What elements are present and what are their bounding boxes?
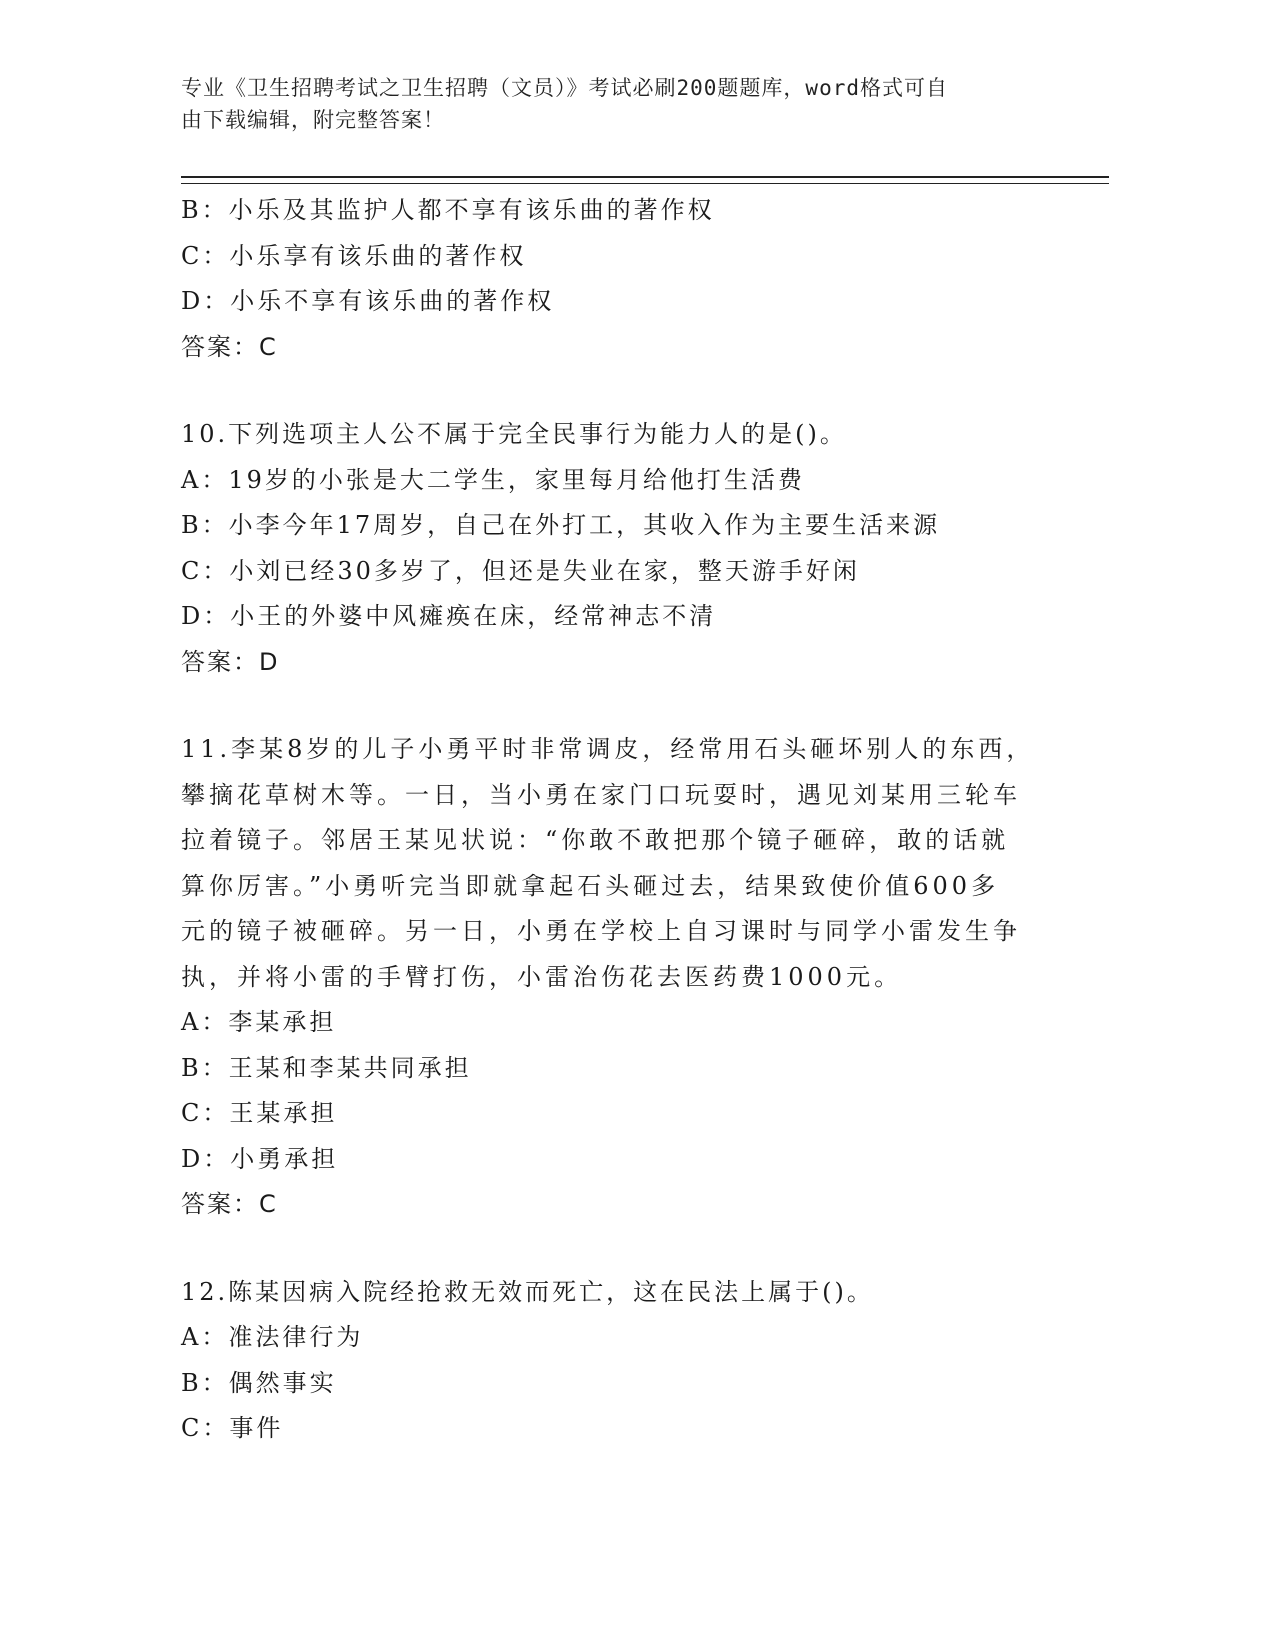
- option-b: B：偶然事实: [181, 1368, 337, 1397]
- answer-line: 答案：C: [181, 332, 278, 361]
- answer-line: 答案：C: [181, 1190, 278, 1218]
- header-line-2: 由下载编辑，附完整答案！: [181, 108, 445, 132]
- stem-line: 算你厉害。”小勇听完当即就拿起石头砸过去，结果致使价值600多: [181, 871, 1000, 900]
- stem-line: 攀摘花草树木等。一日，当小勇在家门口玩耍时，遇见刘某用三轮车: [181, 780, 1021, 809]
- stem-line: 执，并将小雷的手臂打伤，小雷治伤花去医药费1000元。: [181, 962, 903, 991]
- option-d: D：小王的外婆中风瘫痪在床，经常神志不清: [181, 602, 717, 630]
- option-a: A：李某承担: [181, 1008, 337, 1036]
- option-a: A：准法律行为: [181, 1323, 364, 1351]
- document-header: [181, 72, 1041, 136]
- header-divider: [181, 176, 1109, 184]
- option-b: B：王某和李某共同承担: [181, 1053, 472, 1082]
- option-c: C：小乐享有该乐曲的著作权: [181, 241, 527, 270]
- option-a: A：19岁的小张是大二学生，家里每月给他打生活费: [181, 465, 805, 494]
- header-line-1: 专业《卫生招聘考试之卫生招聘（文员）》考试必刷200题题库，word格式可自: [181, 76, 948, 100]
- question-10: [181, 412, 1061, 685]
- question-content: [181, 188, 1061, 1452]
- option-d: D：小勇承担: [181, 1144, 339, 1173]
- stem-line: 拉着镜子。邻居王某见状说：“你敢不敢把那个镜子砸碎，敢的话就: [181, 826, 1010, 854]
- question-11: [181, 727, 1061, 1228]
- stem-line: 元的镜子被砸碎。另一日，小勇在学校上自习课时与同学小雷发生争: [181, 917, 1021, 945]
- question-12: [181, 1270, 1061, 1452]
- question-stem: 10.下列选项主人公不属于完全民事行为能力人的是()。: [181, 420, 847, 448]
- option-d: D：小乐不享有该乐曲的著作权: [181, 287, 555, 315]
- option-c: C：王某承担: [181, 1099, 338, 1127]
- question-stem: 12.陈某因病入院经抢救无效而死亡，这在民法上属于()。: [181, 1277, 874, 1306]
- question-stem: [181, 727, 1061, 1000]
- option-b: B：小李今年17周岁，自己在外打工，其收入作为主要生活来源: [181, 511, 941, 539]
- option-c: C：事件: [181, 1414, 284, 1442]
- answer-line: 答案：D: [181, 647, 280, 676]
- option-b: B：小乐及其监护人都不享有该乐曲的著作权: [181, 196, 715, 224]
- option-c: C：小刘已经30多岁了，但还是失业在家，整天游手好闲: [181, 556, 860, 585]
- stem-line: 11.李某8岁的儿子小勇平时非常调皮，经常用石头砸坏别人的东西，: [181, 735, 1035, 763]
- question-9-continued: [181, 188, 1061, 370]
